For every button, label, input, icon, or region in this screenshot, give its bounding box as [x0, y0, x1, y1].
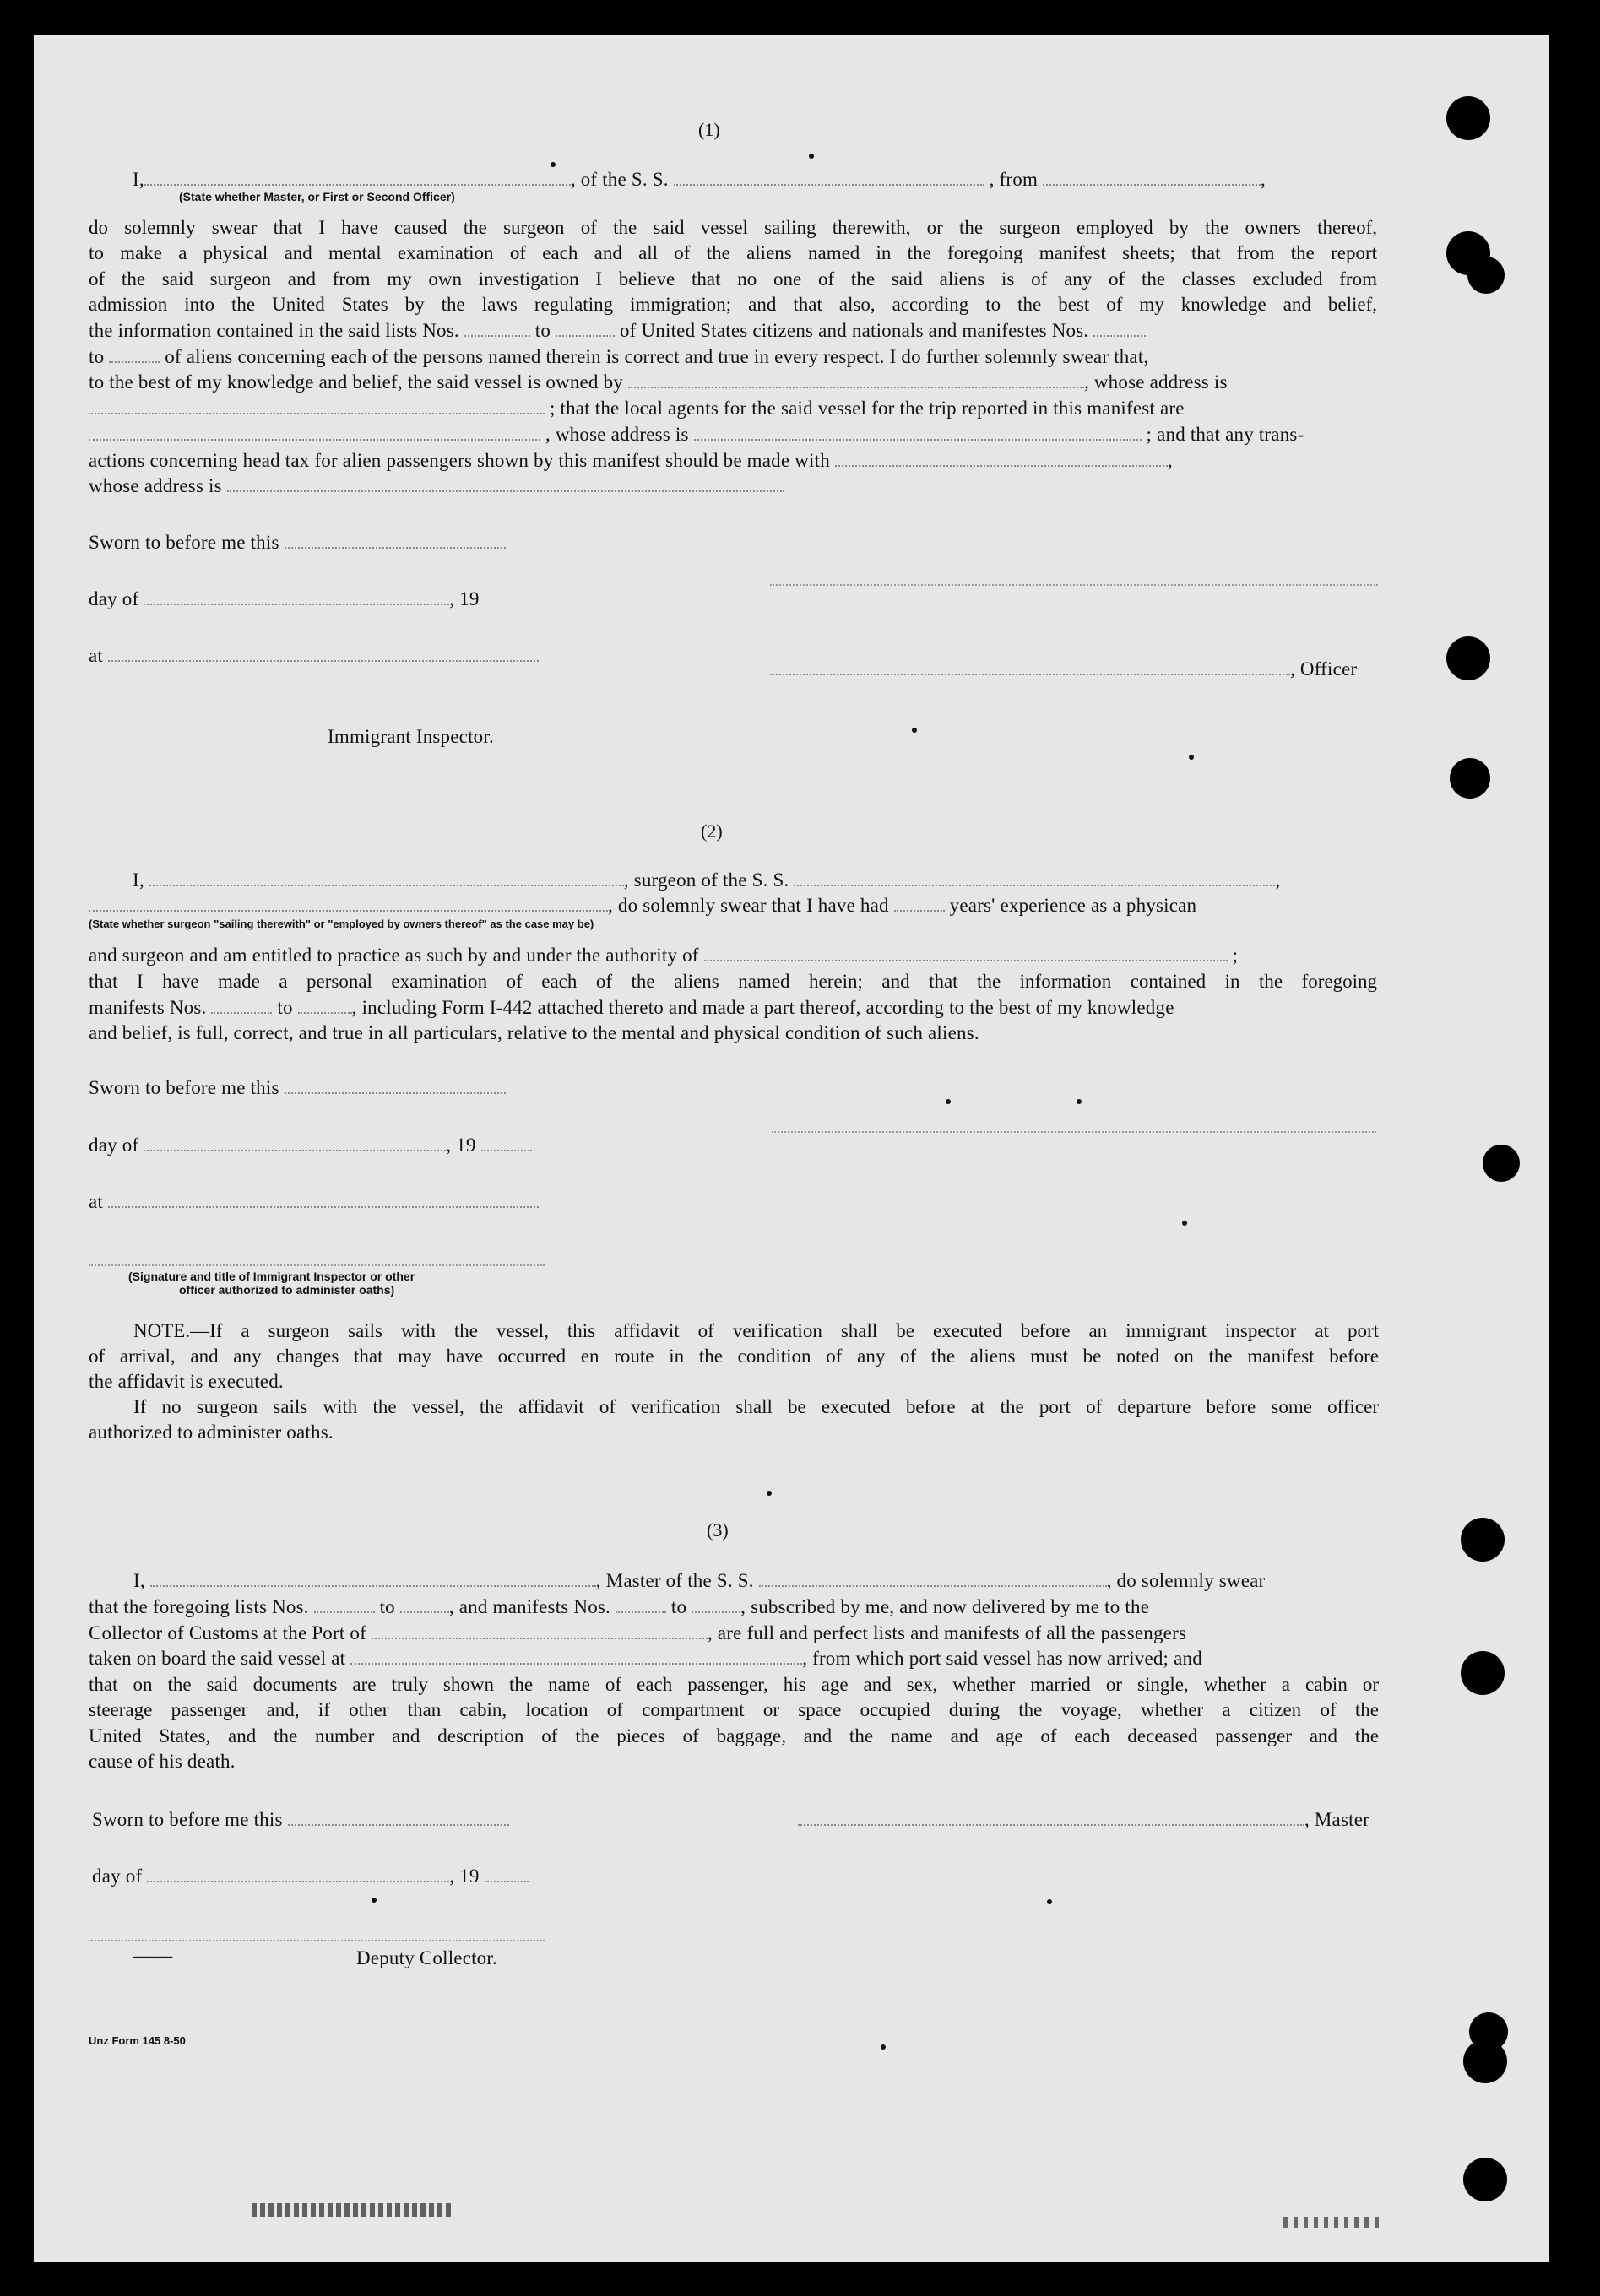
speck	[372, 1898, 377, 1903]
s2-l5-tail: , including Form I-442 attached thereto and made a part thereof, according to the best of my knowledge	[351, 997, 1174, 1018]
s3-name-blank[interactable]	[150, 1572, 596, 1587]
s1-officer-blank[interactable]	[144, 171, 571, 186]
s2-name-blank[interactable]	[149, 871, 624, 886]
s3-i: I,	[133, 1570, 145, 1591]
s3-sworn-blank[interactable]	[288, 1811, 509, 1826]
s1-i: I,	[133, 169, 144, 190]
s3-collector: Deputy Collector.	[356, 1947, 497, 1968]
note-line: of arrival, and any changes that may have occurred en route in the condition of any of the aliens must be noted on the manifest before	[89, 1346, 1379, 1367]
s2-year-blank[interactable]	[481, 1136, 532, 1151]
s1-l10-comma: ,	[1167, 450, 1173, 471]
s2-l3-text: and surgeon and am entitled to practice as such by and under the authority of	[89, 945, 699, 966]
s3-taken-line	[89, 1648, 1202, 1670]
s1-owner-blank[interactable]	[628, 373, 1084, 388]
s1-master-line	[133, 169, 1266, 191]
s1-l7-text: to the best of my knowledge and belief, the said vessel is owned by	[89, 371, 623, 393]
s1-para-line: do solemnly swear that I have caused the surgeon of the said vessel sailing therewith, or the surgeon employed by the owners thereof,	[89, 217, 1377, 238]
s1-officer-signature-blank[interactable]	[770, 660, 1290, 675]
s3-manifests-to-blank[interactable]	[692, 1598, 740, 1613]
s1-para-line: to make a physical and mental examination of each and all of the aliens named in the foregoing manifest sheets; that from the report	[89, 242, 1377, 263]
speck	[946, 1099, 951, 1104]
note-line: If no surgeon sails with the vessel, the affidavit of verification shall be executed before at the port of departure before some officer	[133, 1396, 1379, 1417]
s2-years-line	[89, 895, 1196, 917]
s2-manifest-from-blank[interactable]	[211, 999, 272, 1014]
s1-l7-address: , whose address is	[1083, 371, 1228, 393]
s2-ship-blank[interactable]	[794, 871, 1275, 886]
s3-day-of	[92, 1866, 529, 1887]
s2-authority-line	[89, 945, 1238, 967]
s1-officer-line	[770, 658, 1357, 680]
s1-whose-address-line	[89, 475, 784, 497]
s1-para-line: admission into the United States by the laws regulating immigration; and that also, according to the best of my knowledge and belief,	[89, 294, 1377, 315]
s1-inspector: Immigrant Inspector.	[328, 726, 494, 747]
speck	[767, 1491, 772, 1496]
speck	[1182, 1221, 1187, 1226]
s3-nineteen: , 19	[449, 1866, 480, 1887]
s1-ship-blank[interactable]	[674, 171, 984, 186]
s3-master-line	[133, 1570, 1265, 1592]
note-line: authorized to administer oaths.	[89, 1421, 334, 1443]
smudge-mark	[1283, 2217, 1385, 2228]
s1-from: , from	[989, 169, 1039, 190]
punch-hole	[1463, 2158, 1507, 2201]
punch-hole	[1467, 257, 1505, 294]
s3-l2-text: that the foregoing lists Nos.	[89, 1596, 309, 1617]
s3-manifests-from-blank[interactable]	[616, 1598, 666, 1613]
s2-sig-hint-1: (Signature and title of Immigrant Inspector or other	[128, 1270, 415, 1283]
s2-inspector-sig-rule[interactable]	[89, 1264, 545, 1266]
s2-sworn	[89, 1077, 506, 1099]
s2-sig-hint-2: officer authorized to administer oaths)	[179, 1283, 395, 1297]
s2-at	[89, 1191, 539, 1213]
s2-l5-to: to	[277, 997, 293, 1018]
s1-at	[89, 645, 539, 667]
s3-l4-text: taken on board the said vessel at	[89, 1648, 346, 1669]
s3-l2-manifests: , and manifests Nos.	[448, 1596, 611, 1617]
speck	[1189, 755, 1194, 760]
s1-l9-tail: ; and that any trans-	[1146, 424, 1304, 445]
s1-nineteen: , 19	[449, 588, 480, 609]
s2-signature-rule[interactable]	[772, 1131, 1376, 1133]
s1-para-line: of the said surgeon and from my own investigation I believe that no one of the said aliens is of any of the classes excluded from	[89, 268, 1377, 290]
section-number-2: (2)	[701, 820, 723, 842]
s1-l6-text: of aliens concerning each of the persons named therein is correct and true in every respect. I do further solemnly swear that,	[165, 346, 1149, 367]
s1-signature-rule[interactable]	[770, 584, 1378, 586]
note-line: NOTE.—If a surgeon sails with the vessel, this affidavit of verification shall be executed before an immigrant inspector at port	[133, 1320, 1379, 1341]
speck	[881, 2044, 886, 2050]
s2-sworn-blank[interactable]	[285, 1079, 506, 1094]
s1-owner-line	[89, 371, 1228, 393]
s1-sworn-text: Sworn to before me this	[89, 532, 279, 553]
s1-at-text: at	[89, 645, 103, 666]
s1-headtax-line	[89, 450, 1173, 472]
s2-para-line-last: and belief, is full, correct, and true in all particulars, relative to the mental and physical condition of such aliens.	[89, 1022, 979, 1043]
s2-years-text: years' experience as a physican	[949, 895, 1197, 916]
s3-para-line: United States, and the number and description of the pieces of baggage, and the name and age of each deceased passenger and the	[89, 1725, 1379, 1746]
s1-aliens-line	[89, 346, 1148, 368]
s2-l3-semicolon: ;	[1232, 945, 1239, 966]
s1-headtax-address-blank[interactable]	[227, 477, 784, 492]
s1-sworn-blank[interactable]	[285, 533, 506, 549]
s3-lists-to-blank[interactable]	[400, 1598, 449, 1613]
s2-do-swear: , do solemnly swear that I have had	[608, 895, 889, 916]
s2-sworn-text: Sworn to before me this	[89, 1077, 279, 1098]
section-number-1: (1)	[698, 119, 720, 140]
s1-of-the-ss: , of the S. S.	[570, 169, 669, 190]
s1-owner-address-blank[interactable]	[89, 399, 545, 414]
s3-year-blank[interactable]	[485, 1867, 529, 1882]
s3-dash: ——	[133, 1945, 173, 1966]
s3-l2-tail: , subscribed by me, and now delivered by me to the	[740, 1596, 1150, 1617]
s2-day-of-text: day of	[89, 1134, 139, 1156]
s1-day-of-text: day of	[89, 588, 139, 609]
s3-collector-rule[interactable]	[89, 1940, 545, 1941]
s1-at-blank[interactable]	[108, 647, 539, 662]
s1-officer-label: , Officer	[1290, 658, 1358, 680]
s3-port-line	[89, 1622, 1186, 1644]
s3-l2-to2: to	[670, 1596, 687, 1617]
s3-sworn-text: Sworn to before me this	[92, 1809, 283, 1830]
s1-lists-to-blank[interactable]	[556, 322, 615, 337]
s2-status-blank[interactable]	[89, 896, 608, 912]
s3-master-sig	[798, 1809, 1369, 1831]
s3-taken-at-blank[interactable]	[350, 1649, 802, 1665]
s2-day-blank[interactable]	[144, 1136, 446, 1151]
note-line: the affidavit is executed.	[89, 1371, 284, 1392]
s2-at-blank[interactable]	[108, 1193, 539, 1208]
section-number-3: (3)	[707, 1519, 729, 1541]
s3-do-swear: , do solemnly swear	[1106, 1570, 1266, 1591]
s1-agents-address-line	[89, 424, 1304, 446]
punch-hole	[1483, 1145, 1520, 1182]
punch-hole	[1461, 1518, 1505, 1562]
punch-hole	[1461, 1651, 1505, 1695]
s1-officer-hint: (State whether Master, or First or Second Officer)	[179, 190, 455, 203]
s2-status-hint: (State whether surgeon "sailing therewith" or "employed by owners thereof" as the case may be)	[89, 918, 594, 930]
punch-hole	[1450, 758, 1490, 799]
s3-para-line: steerage passenger and, if other than cabin, location of compartment or space occupied during the voyage, whether a citizen of the	[89, 1699, 1379, 1720]
speck	[912, 728, 917, 733]
s1-lists-line	[89, 320, 1146, 342]
s2-at-text: at	[89, 1191, 103, 1212]
s2-manifests-line	[89, 997, 1174, 1019]
s1-l6-to: to	[89, 346, 105, 367]
punch-hole	[1446, 636, 1490, 680]
s3-day-of-text: day of	[92, 1866, 143, 1887]
punch-hole	[1446, 96, 1490, 140]
s2-surgeon-line	[133, 869, 1280, 891]
s1-day-of	[89, 588, 480, 610]
s2-nineteen: , 19	[446, 1134, 476, 1156]
s3-lists-line	[89, 1596, 1149, 1618]
s3-para-line-last: cause of his death.	[89, 1751, 236, 1772]
s2-surgeon-of: , surgeon of the S. S.	[623, 869, 789, 891]
s1-day-blank[interactable]	[144, 590, 449, 605]
s1-from-blank[interactable]	[1043, 171, 1261, 186]
s2-years-blank[interactable]	[894, 896, 945, 912]
speck	[809, 154, 814, 159]
s3-master-label: , Master	[1304, 1809, 1369, 1830]
s1-manifest-blank[interactable]	[1093, 322, 1146, 337]
s1-l5-text: the information contained in the said lists Nos.	[89, 320, 459, 341]
s2-authority-blank[interactable]	[704, 946, 1228, 961]
s2-para-line: that I have made a personal examination of each of the aliens named herein; and that the information contained in the foregoing	[89, 971, 1377, 992]
smudge-mark	[252, 2203, 454, 2217]
form-number: Unz Form 145 8-50	[89, 2034, 186, 2047]
s3-l3-tail: , are full and perfect lists and manifests of all the passengers	[707, 1622, 1187, 1643]
punch-hole	[1463, 2039, 1507, 2083]
s3-l4-tail: , from which port said vessel has now arrived; and	[802, 1648, 1202, 1669]
form-page	[34, 35, 1549, 2262]
s3-port-blank[interactable]	[372, 1624, 708, 1639]
s1-l5-tail: of United States citizens and nationals and manifestes Nos.	[619, 320, 1089, 341]
s2-comma: ,	[1275, 869, 1281, 891]
s1-headtax-blank[interactable]	[835, 452, 1168, 467]
s3-master-of: , Master of the S. S.	[595, 1570, 754, 1591]
s1-agents-blank[interactable]	[89, 425, 540, 441]
s1-comma: ,	[1261, 169, 1266, 190]
s2-l5-text: manifests Nos.	[89, 997, 207, 1018]
s1-agents-line	[89, 398, 1185, 420]
s3-lists-from-blank[interactable]	[314, 1598, 375, 1613]
s3-ship-blank[interactable]	[759, 1572, 1107, 1587]
s3-l3-text: Collector of Customs at the Port of	[89, 1622, 366, 1643]
s1-l11-text: whose address is	[89, 475, 222, 496]
s3-sworn	[92, 1809, 509, 1831]
s3-master-signature-blank[interactable]	[798, 1811, 1304, 1826]
s1-l5-to: to	[534, 320, 551, 341]
s3-l2-to: to	[379, 1596, 395, 1617]
s2-i: I,	[133, 869, 144, 891]
s3-day-blank[interactable]	[147, 1867, 449, 1882]
s1-l9-address: , whose address is	[545, 424, 689, 445]
s1-manifest-to-blank[interactable]	[109, 348, 160, 363]
s1-agents-address-blank[interactable]	[694, 425, 1142, 441]
speck	[1077, 1099, 1082, 1104]
s1-sworn	[89, 532, 506, 554]
s1-lists-from-blank[interactable]	[464, 322, 530, 337]
s2-manifest-to-blank[interactable]	[298, 999, 352, 1014]
speck	[1047, 1899, 1052, 1904]
s1-l10-text: actions concerning head tax for alien passengers shown by this manifest should be made with	[89, 450, 830, 471]
speck	[551, 162, 556, 167]
s1-l8-text: ; that the local agents for the said vessel for the trip reported in this manifest are	[549, 398, 1185, 419]
s2-day-of	[89, 1134, 532, 1156]
s3-para-line: that on the said documents are truly shown the name of each passenger, his age and sex, whether married or single, whether a cabin or	[89, 1674, 1379, 1695]
